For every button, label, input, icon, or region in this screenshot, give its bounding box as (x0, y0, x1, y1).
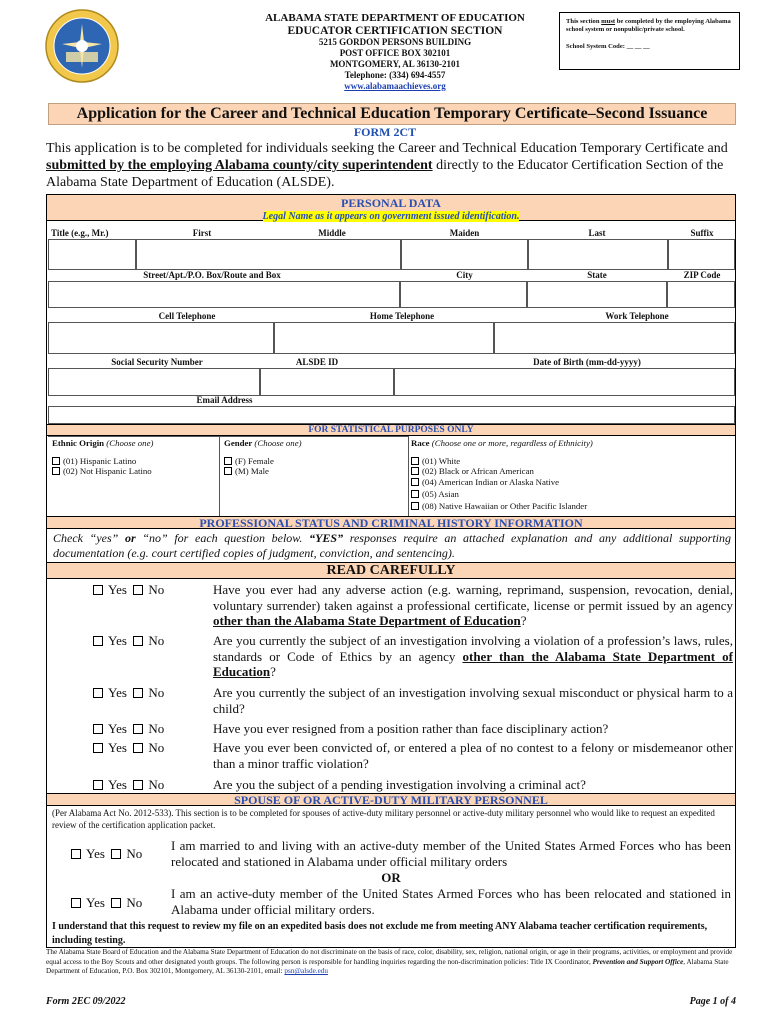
label-email: Email Address (196, 395, 253, 405)
department-address-block (230, 12, 560, 91)
address-line-2: POST OFFICE BOX 302101 (339, 48, 451, 58)
home-telephone-input[interactable] (274, 322, 494, 354)
label-cell-telephone: Cell Telephone (158, 311, 216, 321)
address-line-1: 5215 GORDON PERSONS BUILDING (318, 37, 472, 47)
school-system-code[interactable]: School System Code: __ __ __ (566, 43, 650, 50)
military-heading: SPOUSE OF OR ACTIVE-DUTY MILITARY PERSONNEL (47, 793, 735, 806)
ethnic-origin-label: Ethnic Origin (Choose one) (52, 438, 154, 448)
race-label: Race (Choose one or more, regardless of Ethnicity) (411, 438, 593, 448)
professional-heading: PROFESSIONAL STATUS AND CRIMINAL HISTORY INFORMATION (47, 516, 735, 529)
label-dob: Date of Birth (mm-dd-yyyy) (533, 357, 641, 367)
label-title: Title (e.g., Mr.) (51, 228, 109, 238)
race-option-asian[interactable]: (05) Asian (411, 490, 459, 499)
form-title: Application for the Career and Technical Education Temporary Certificate–Second Issuance (48, 103, 736, 125)
email-input[interactable] (48, 406, 735, 424)
form-id: FORM 2CT (353, 125, 417, 139)
yes-checkbox[interactable]: Yes (93, 633, 127, 648)
dob-input[interactable] (394, 368, 735, 396)
ethnic-option-hispanic[interactable]: (01) Hispanic Latino (52, 457, 136, 466)
read-carefully-banner: READ CAREFULLY (47, 562, 735, 579)
race-option-american-indian[interactable]: (04) American Indian or Alaska Native (411, 478, 559, 487)
label-work-telephone: Work Telephone (605, 311, 669, 321)
label-maiden: Maiden (449, 228, 480, 238)
maiden-input[interactable] (401, 239, 528, 270)
nondiscrimination-notice: The Alabama State Board of Education and the Alabama State Department of Education do not discriminate on the basis of race, color, disability, sex, religion, national origin, or age in their programs, activities, or employment and provide equal access to the Boy Scouts and other designated youth groups. The following person is responsible for handling inquiries regarding the non-discrimination policies: Title IX Coordinator, Prevention and Support Office, Alabama State Department of Education, P.O. Box 302101, Montgomery, AL 36130-2101, email: psn@alsde.edu (46, 948, 733, 976)
alsde-id-input[interactable] (260, 368, 394, 396)
street-input[interactable] (48, 281, 400, 308)
section-name: EDUCATOR CERTIFICATION SECTION (287, 25, 503, 37)
department-name: ALABAMA STATE DEPARTMENT OF EDUCATION (265, 12, 525, 24)
intro-paragraph: This application is to be completed for individuals seeking the Career and Technical Education Temporary Certificate and submitted by the employing Alabama county/city superintendent directly to the Educator Certification Section of the Alabama State Department of Education (ALSDE). (46, 141, 728, 190)
legal-name-note: Legal Name as it appears on government issued identification. (262, 211, 520, 222)
professional-instructions: Check “yes” or “no” for each question below. “YES” responses require an attached explanation and any additional supporting documentation (e.g. court certified copies of judgment, conviction, and sentencing). (53, 531, 732, 560)
yes-checkbox[interactable]: Yes (71, 895, 105, 910)
label-home-telephone: Home Telephone (369, 311, 435, 321)
expedited-disclaimer: I understand that this request to review my file on an expedited basis does not exclude me from meeting ANY Alabama teacher certification requirements, including testing. (52, 921, 708, 946)
last-input[interactable] (528, 239, 668, 270)
suffix-input[interactable] (668, 239, 735, 270)
page-footer (46, 996, 736, 1007)
personal-data-heading: PERSONAL DATA Legal Name as it appears on government issued identification. (47, 195, 735, 221)
military-note: (Per Alabama Act No. 2012-533). This section is to be completed for spouses of active-duty military personnel or active-duty military personnel who would like to request an expedited review of the certification application packet. (52, 808, 715, 830)
city-input[interactable] (400, 281, 527, 308)
cell-telephone-input[interactable] (48, 322, 274, 354)
form-body: PERSONAL DATA Legal Name as it appears on government issued identification. Title (e.g., Mr.) First Middle Maiden Last Suffix Street/Apt./P.O. Box/Route and Box City State ZIP Code Cell Telephone Home Telephone Work Telephone Social Security Number ALSDE ID Date of Birth (mm-dd-yyyy) Email Address FOR STATISTICAL PURPOSES ONLY Ethnic Origin (Choose one) (01) Hispanic Latino (02) Not Hispanic Latino Gender (Choose one) (F) Female (M) Male Race (Choose one or more, regardless of Ethnicity) (01) White (02) Black or African American (04) American Indian or Alaska Native (05) Asian (08) Native Hawaiian or Other Pacific Islander PROFESSIONAL STATUS AND CRIMINAL HISTORY INFORMATION Check “yes” or “no” for each question below. “YES” responses require an attached explanation and any additional supporting documentation (e.g. court certified copies of judgment, conviction, and sentencing). READ CAREFULLY Yes No Have you ever had any adverse action (e.g. warning, reprimand, suspension, revocation, denial, voluntary surrender) taken against a professional certificate, license or permit issued by an agency other than the Alabama State Department of Education? Yes No Are you currently the subject of an investigation involving a violation of a profession’s laws, rules, standards or Code of Ethics by an agency other than the Alabama State Department of Education? Yes No Are you currently the subject of an investigation involving sexual misconduct or physical harm to a child? Yes No Have you ever resigned from a position rather than face disciplinary action? Yes No Have you ever been convicted of, or entered a plea of no contest to a felony or misdemeanor other than a minor traffic violation? Yes No Are you the subject of a pending investigation involving a criminal act? SPOUSE OF OR ACTIVE-DUTY MILITARY PERSONNEL (Per Alabama Act No. 2012-533). This section is to be completed for spouses of active-duty military personnel or active-duty military personnel who would like to request an expedited review of the certification application packet. Yes No I am married to and living with an active-duty member of the United States Armed Forces who has been relocated and stationed in Alabama under official military orders OR Yes No I am an active-duty member of the United States Armed Forces who has been relocated and stationed in Alabama under official military orders. I understand that this request to review my file on an expedited basis does not exclude me from meeting ANY Alabama teacher certification requirements, including testing. (46, 194, 736, 948)
page-header (40, 8, 740, 100)
yes-checkbox[interactable]: Yes (93, 582, 127, 597)
or-divider: OR (381, 870, 401, 885)
yes-checkbox[interactable]: Yes (93, 685, 127, 700)
yes-checkbox[interactable]: Yes (93, 721, 127, 736)
label-first: First (192, 228, 212, 238)
address-line-3: MONTGOMERY, AL 36130-2101 (329, 59, 461, 69)
work-telephone-input[interactable] (494, 322, 735, 354)
label-suffix: Suffix (690, 228, 714, 238)
no-checkbox[interactable]: No (133, 685, 164, 700)
no-checkbox[interactable]: No (133, 740, 164, 755)
label-alsde-id: ALSDE ID (295, 357, 339, 367)
no-checkbox[interactable]: No (111, 895, 142, 910)
ethnic-option-not-hispanic[interactable]: (02) Not Hispanic Latino (52, 467, 152, 476)
gender-label: Gender (Choose one) (224, 438, 302, 448)
school-system-box (559, 12, 740, 70)
email-link[interactable]: psn@alsde.edu (284, 967, 328, 976)
state-seal-icon (44, 8, 120, 84)
yes-checkbox[interactable]: Yes (71, 846, 105, 861)
label-zip: ZIP Code (683, 270, 721, 280)
website-link[interactable]: www.alabamaachieves.org (344, 81, 446, 91)
no-checkbox[interactable]: No (111, 846, 142, 861)
ssn-input[interactable] (48, 368, 260, 396)
no-checkbox[interactable]: No (133, 633, 164, 648)
zip-input[interactable] (667, 281, 735, 308)
no-checkbox[interactable]: No (133, 721, 164, 736)
yes-checkbox[interactable]: Yes (93, 777, 127, 792)
label-street: Street/Apt./P.O. Box/Route and Box (143, 270, 281, 280)
page-number: Page 1 of 4 (689, 996, 736, 1007)
first-middle-input[interactable] (136, 239, 401, 270)
race-option-white[interactable]: (01) White (411, 457, 460, 466)
gender-option-female[interactable]: (F) Female (224, 457, 274, 466)
label-middle: Middle (318, 228, 346, 238)
no-checkbox[interactable]: No (133, 777, 164, 792)
yes-checkbox[interactable]: Yes (93, 740, 127, 755)
label-state: State (587, 270, 607, 280)
label-last: Last (588, 228, 606, 238)
label-ssn: Social Security Number (111, 357, 203, 367)
race-option-black[interactable]: (02) Black or African American (411, 467, 534, 476)
gender-option-male[interactable]: (M) Male (224, 467, 269, 476)
statistical-heading: FOR STATISTICAL PURPOSES ONLY (47, 424, 735, 436)
form-number: Form 2EC 09/2022 (46, 996, 126, 1007)
race-option-pacific-islander[interactable]: (08) Native Hawaiian or Other Pacific Islander (411, 502, 587, 511)
no-checkbox[interactable]: No (133, 582, 164, 597)
state-input[interactable] (527, 281, 667, 308)
telephone: Telephone: (334) 694-4557 (344, 70, 446, 80)
label-city: City (456, 270, 473, 280)
school-system-instruction: This section must be completed by the employing Alabama school system or nonpublic/private school. (566, 18, 731, 33)
title-input[interactable] (48, 239, 136, 270)
